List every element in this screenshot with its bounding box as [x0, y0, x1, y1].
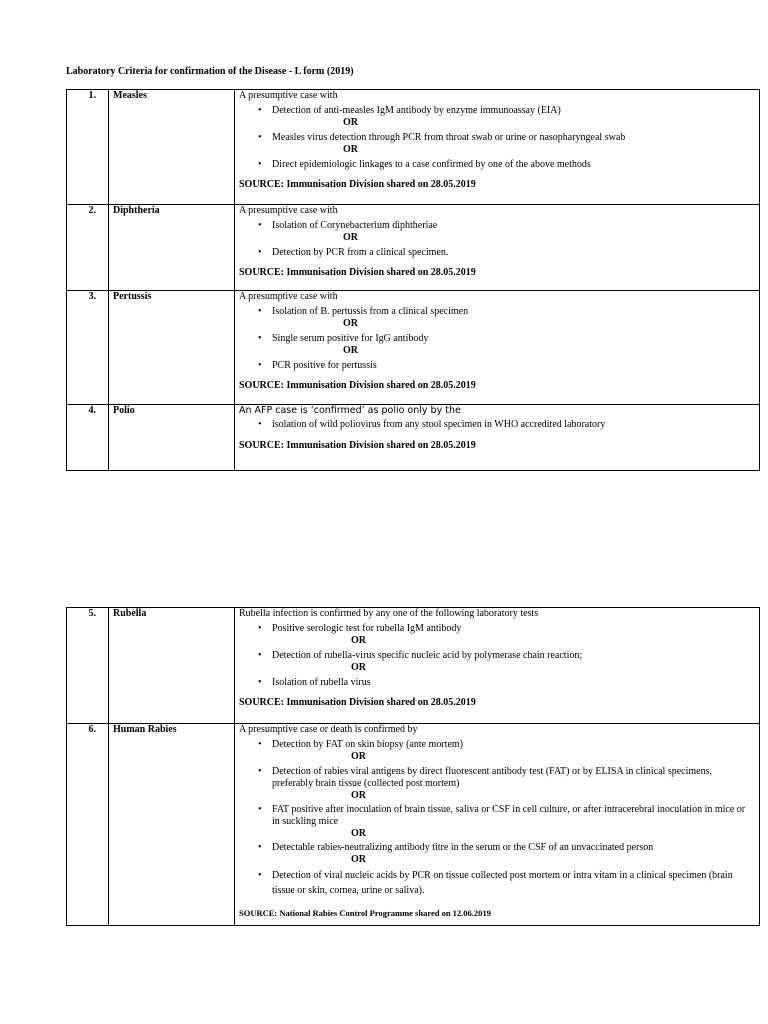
or-separator: OR	[343, 232, 358, 243]
row-number: 6.	[67, 724, 109, 926]
table-row-human-rabies	[67, 724, 760, 926]
table-row-polio	[67, 405, 760, 471]
criteria-item: • Detection by FAT on skin biopsy (ante mortem)	[239, 739, 753, 751]
criteria-cell	[235, 291, 760, 405]
table-row-pertussis	[67, 291, 760, 405]
row-number: 5.	[67, 608, 109, 724]
criteria-item: • Detection of rubella-virus specific nucleic acid by polymerase chain reaction;	[239, 650, 753, 662]
row-number: 2.	[67, 205, 109, 291]
or-separator: OR	[343, 117, 358, 128]
criteria-cell	[235, 405, 760, 471]
document-title: Laboratory Criteria for confirmation of the Disease - L form (2019)	[66, 66, 354, 77]
criteria-item: • Isolation of Corynebacterium diphtheriae	[239, 220, 753, 232]
criteria-cell	[235, 90, 760, 205]
disease-name: Pertussis	[109, 291, 235, 405]
disease-name: Rubella	[109, 608, 235, 724]
table-row-rubella	[67, 608, 760, 724]
criteria-item: • Measles virus detection through PCR from throat swab or urine or nasopharyngeal swab	[239, 132, 753, 144]
criteria-item: • Single serum positive for IgG antibody	[239, 333, 753, 345]
criteria-intro: An AFP case is ‘confirmed’ as polio only by the	[239, 405, 461, 416]
criteria-item: • Isolation of B. pertussis from a clinical specimen	[239, 306, 753, 318]
or-separator: OR	[351, 828, 366, 839]
source-note: SOURCE: Immunisation Division shared on 28.05.2019	[239, 267, 476, 278]
criteria-item: • Isolation of rubella virus	[239, 677, 753, 689]
disease-name: Diphtheria	[109, 205, 235, 291]
criteria-item: • Detection of rabies viral antigens by direct fluorescent antibody test (FAT) or by ELISA in clinical specimens, preferably brain tissue (collected post mortem)	[239, 766, 753, 790]
criteria-intro: A presumptive case or death is confirmed by	[239, 724, 418, 735]
source-note: SOURCE: Immunisation Division shared on 28.05.2019	[239, 440, 476, 451]
criteria-item: • Detectable rabies-neutralizing antibody titre in the serum or the CSF of an unvaccinated person	[239, 842, 753, 854]
disease-name: Polio	[109, 405, 235, 471]
source-note: SOURCE: Immunisation Division shared on 28.05.2019	[239, 179, 476, 190]
criteria-item: • Detection of viral nucleic acids by PCR on tissue collected post mortem or intra vitam in a clinical specimen (brain tissue or skin, cornea, urine or saliva).	[239, 868, 753, 898]
disease-name: Measles	[109, 90, 235, 205]
or-separator: OR	[343, 345, 358, 356]
criteria-item: • Positive serologic test for rubella IgM antibody	[239, 623, 753, 635]
row-number: 4.	[67, 405, 109, 471]
table-row-diphtheria	[67, 205, 760, 291]
criteria-intro: A presumptive case with	[239, 205, 338, 216]
or-separator: OR	[343, 144, 358, 155]
row-number: 1.	[67, 90, 109, 205]
row-number: 3.	[67, 291, 109, 405]
criteria-intro: A presumptive case with	[239, 90, 338, 101]
source-note: SOURCE: National Rabies Control Programme shared on 12.06.2019	[239, 908, 491, 918]
or-separator: OR	[351, 635, 366, 646]
criteria-cell	[235, 205, 760, 291]
criteria-intro: Rubella infection is confirmed by any one of the following laboratory tests	[239, 608, 539, 619]
source-note: SOURCE: Immunisation Division shared on 28.05.2019	[239, 697, 476, 708]
criteria-item: • Detection by PCR from a clinical specimen.	[239, 247, 753, 259]
source-note: SOURCE: Immunisation Division shared on 28.05.2019	[239, 380, 476, 391]
criteria-item: • Direct epidemiologic linkages to a case confirmed by one of the above methods	[239, 159, 753, 171]
criteria-table-2	[66, 607, 760, 926]
or-separator: OR	[351, 790, 366, 801]
criteria-cell	[235, 608, 760, 724]
or-separator: OR	[351, 751, 366, 762]
or-separator: OR	[351, 662, 366, 673]
criteria-item: • FAT positive after inoculation of brain tissue, saliva or CSF in cell culture, or after intracerebral inoculation in mice or in suckling mice	[239, 804, 753, 828]
criteria-item: • PCR positive for pertussis	[239, 360, 753, 372]
or-separator: OR	[351, 854, 366, 865]
criteria-table-1	[66, 89, 760, 471]
criteria-intro: A presumptive case with	[239, 291, 338, 302]
table-row-measles	[67, 90, 760, 205]
disease-name: Human Rabies	[109, 724, 235, 926]
criteria-item: • isolation of wild poliovirus from any stool specimen in WHO accredited laboratory	[239, 419, 753, 431]
criteria-item: • Detection of anti-measles IgM antibody by enzyme immunoassay (EIA)	[239, 105, 753, 117]
criteria-cell	[235, 724, 760, 926]
or-separator: OR	[343, 318, 358, 329]
